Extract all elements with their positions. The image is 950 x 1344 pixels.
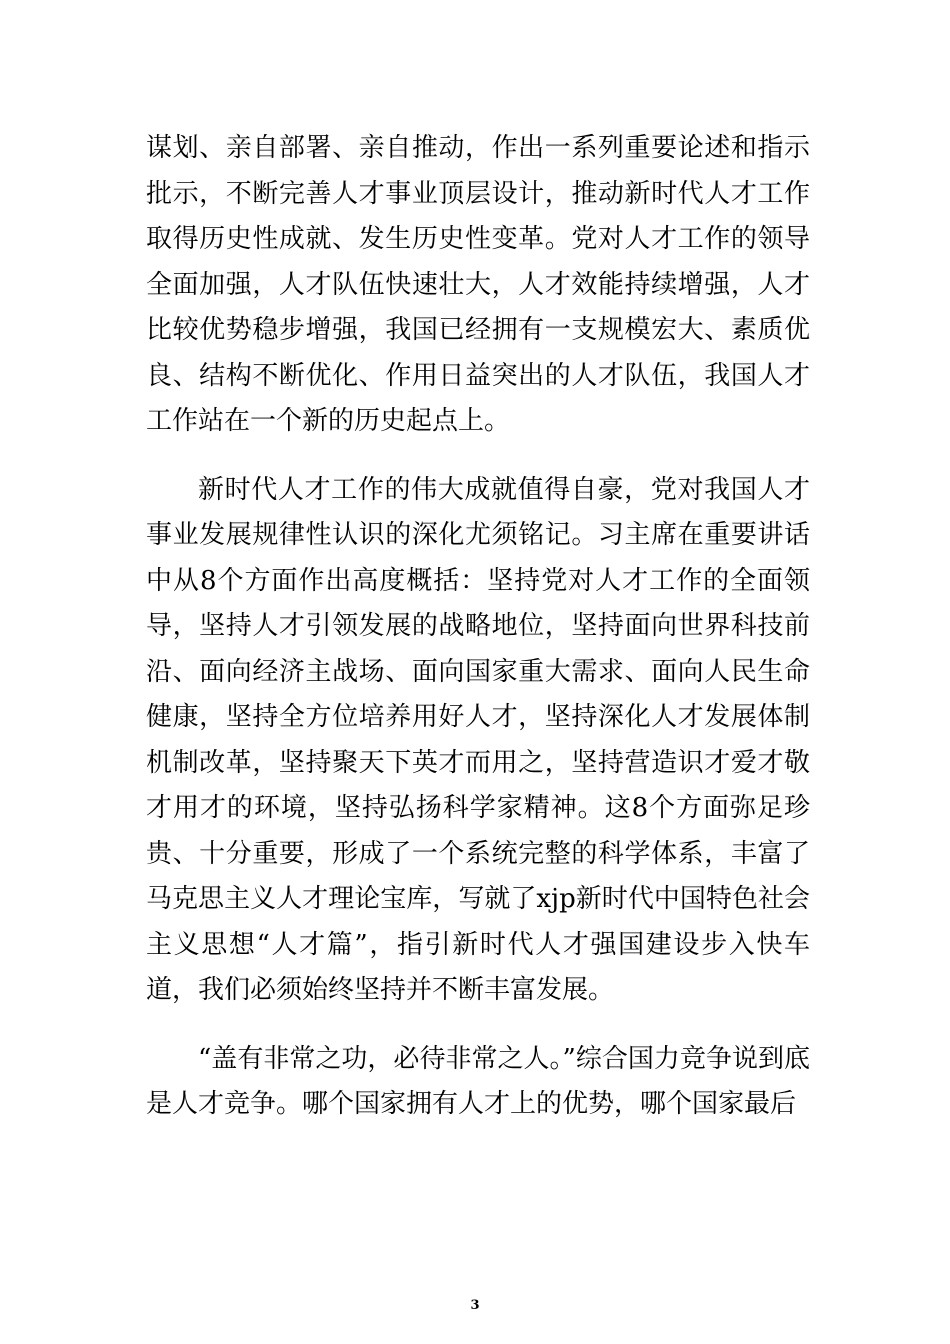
page-number: 3 bbox=[470, 1298, 480, 1313]
paragraph-achievements: 新时代人才工作的伟大成就值得自豪，党对我国人才事业发展规律性认识的深化尤须铭记。习主席在重要讲话中从8个方面作出高度概括：坚持党对人才工作的全面领导，坚持人才引领发展的战略地位，坚持面向世界科技前沿、面向经济主战场、面向国家重大需求、面向人民生命健康，坚持全方位培养用好人才，坚持深化人才发展体制机制改革，坚持聚天下英才而用之，坚持营造识才爱才敬才用才的环境，坚持弘扬科学家精神。这8个方面弥足珍贵、十分重要，形成了一个系统完整的科学体系，丰富了马克思主义人才理论宝库，写就了xjp新时代中国特色社会主义思想“人才篇”，指引新时代人才强国建设步入快车道，我们必须始终坚持并不断丰富发展。 bbox=[146, 474, 810, 1005]
paragraph-continuation: 谋划、亲自部署、亲自推动，作出一系列重要论述和指示批示，不断完善人才事业顶层设计，推动新时代人才工作取得历史性成就、发生历史性变革。党对人才工作的领导全面加强，人才队伍快速壮大，人才效能持续增强，人才比较优势稳步增强，我国已经拥有一支规模宏大、素质优良、结构不断优化、作用日益突出的人才队伍，我国人才工作站在一个新的历史起点上。 bbox=[146, 133, 810, 436]
paragraph-talent-competition: “盖有非常之功，必待非常之人。”综合国力竞争说到底是人才竞争。哪个国家拥有人才上的优势，哪个国家最后 bbox=[146, 1043, 810, 1119]
body-text bbox=[146, 126, 810, 1128]
